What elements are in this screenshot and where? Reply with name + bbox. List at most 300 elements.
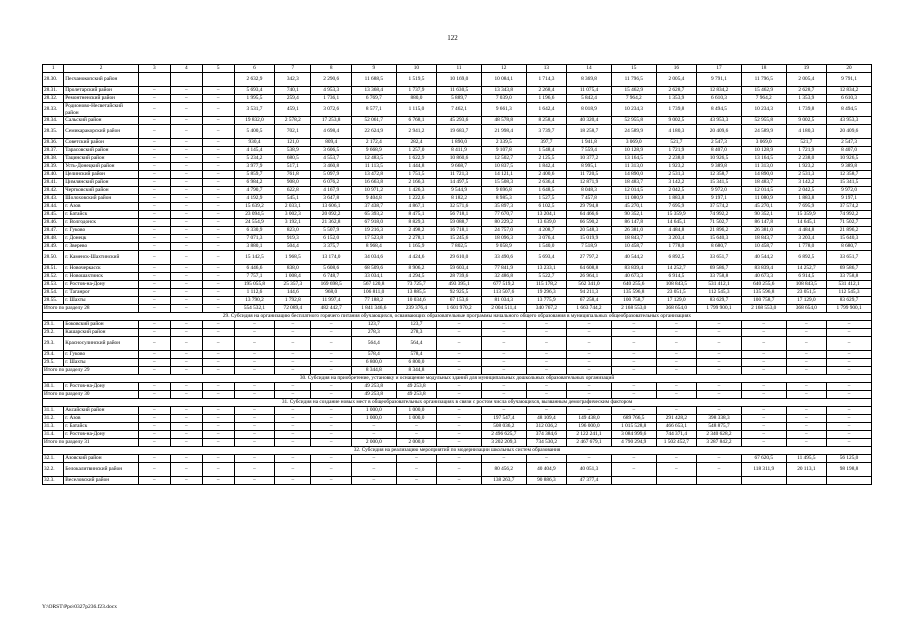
value-cell: – xyxy=(656,463,696,477)
value-cell: – xyxy=(202,463,234,477)
value-cell: – xyxy=(202,359,234,367)
value-cell: – xyxy=(170,337,202,351)
value-cell: 2 122 241,1 xyxy=(567,431,612,439)
municipality-name: г. Батайск xyxy=(64,211,139,219)
table-row xyxy=(43,407,872,415)
value-cell: 83 839,4 xyxy=(611,265,656,273)
value-cell: – xyxy=(275,351,311,359)
value-cell: 113 507,6 xyxy=(481,289,526,297)
total-value: – xyxy=(170,367,202,375)
value-cell: 1 426,3 xyxy=(396,187,436,195)
value-cell: – xyxy=(202,227,234,235)
value-cell: 45 270,1 xyxy=(741,203,786,211)
value-cell: 3 072,6 xyxy=(311,103,351,117)
value-cell: 567 120,8 xyxy=(351,281,396,289)
value-cell: – xyxy=(170,187,202,195)
row-code: 32.1. xyxy=(43,455,64,463)
row-code: 28.54. xyxy=(43,289,64,297)
value-cell: – xyxy=(656,407,696,415)
table-row xyxy=(43,383,872,391)
value-cell: 2 628,7 xyxy=(786,87,826,95)
value-cell: 14 890,0 xyxy=(741,171,786,179)
value-cell: 40 673,3 xyxy=(741,273,786,281)
value-cell: – xyxy=(311,463,351,477)
row-code: 29.5. xyxy=(43,359,64,367)
value-cell: – xyxy=(138,243,170,251)
total-value: 3 202 209,3 xyxy=(481,439,526,447)
value-cell: – xyxy=(741,415,786,423)
value-cell: 7 559,4 xyxy=(567,147,612,155)
budget-table-sheet xyxy=(42,64,872,485)
value-cell: – xyxy=(138,87,170,95)
row-code: 28.36. xyxy=(43,139,64,147)
value-cell: 1 737,9 xyxy=(396,87,436,95)
row-code: 31.2. xyxy=(43,415,64,423)
value-cell: – xyxy=(656,351,696,359)
value-cell: 24 757,0 xyxy=(481,227,526,235)
value-cell: 2 005,4 xyxy=(786,73,826,87)
row-code: 28.55. xyxy=(43,297,64,305)
value-cell: 4 867,1 xyxy=(396,203,436,211)
total-value: – xyxy=(170,391,202,399)
total-value: 2 000,0 xyxy=(351,439,396,447)
value-cell: 18 843,7 xyxy=(741,235,786,243)
value-cell: – xyxy=(481,383,526,391)
value-cell: 23 051,5 xyxy=(786,289,826,297)
value-cell: – xyxy=(138,431,170,439)
value-cell xyxy=(170,73,202,87)
table-row xyxy=(43,415,872,423)
value-cell: 640 255,6 xyxy=(741,281,786,289)
value-cell: 20 409,6 xyxy=(827,125,872,139)
value-cell: – xyxy=(275,463,311,477)
value-cell: – xyxy=(741,321,786,329)
value-cell: 809,4 xyxy=(311,139,351,147)
row-code: 29.1. xyxy=(43,321,64,329)
value-cell: 10 837,5 xyxy=(481,163,526,171)
value-cell: 1 995,5 xyxy=(234,95,274,103)
page-number: 122 xyxy=(447,34,458,42)
value-cell: 640 255,6 xyxy=(611,281,656,289)
value-cell: – xyxy=(697,407,742,415)
value-cell: – xyxy=(170,117,202,125)
value-cell: – xyxy=(437,415,482,423)
value-cell: 67 153,6 xyxy=(437,297,482,305)
value-cell: 1 519,5 xyxy=(396,73,436,87)
value-cell: – xyxy=(311,431,351,439)
value-cell: – xyxy=(202,407,234,415)
value-cell: 397,7 xyxy=(526,139,566,147)
value-cell: 33 034,1 xyxy=(351,273,396,281)
value-cell: 83 629,7 xyxy=(827,297,872,305)
value-cell: 1 739,8 xyxy=(786,103,826,117)
value-cell: 1 736,1 xyxy=(311,95,351,103)
value-cell: – xyxy=(827,337,872,351)
value-cell: 4 484,8 xyxy=(656,227,696,235)
value-cell: – xyxy=(311,455,351,463)
row-code: 30.1. xyxy=(43,383,64,391)
value-cell: – xyxy=(526,329,566,337)
total-value: – xyxy=(275,439,311,447)
value-cell: 13 204,1 xyxy=(526,211,566,219)
value-cell xyxy=(827,477,872,485)
municipality-name: Пролетарский район xyxy=(64,87,139,95)
total-value: – xyxy=(827,391,872,399)
value-cell: 1 883,8 xyxy=(786,195,826,203)
column-header: 5 xyxy=(202,65,234,73)
municipality-name: Чертковский район xyxy=(64,187,139,195)
value-cell: – xyxy=(481,455,526,463)
value-cell: – xyxy=(202,321,234,329)
value-cell: 7 518,9 xyxy=(567,243,612,251)
value-cell: 9 389,8 xyxy=(697,163,742,171)
value-cell: – xyxy=(234,431,274,439)
value-cell: 8 258,4 xyxy=(526,117,566,125)
value-cell: 278,3 xyxy=(351,329,396,337)
value-cell: 2 941,2 xyxy=(396,125,436,139)
total-value: 368 654,0 xyxy=(656,305,696,313)
value-cell: – xyxy=(526,383,566,391)
value-cell: – xyxy=(170,383,202,391)
total-value: – xyxy=(234,391,274,399)
value-cell: 8 985,3 xyxy=(481,195,526,203)
total-label: Итого по разделу 29 xyxy=(43,367,139,375)
value-cell: 66 590,2 xyxy=(567,219,612,227)
value-cell: 13 606,1 xyxy=(311,203,351,211)
value-cell: – xyxy=(170,171,202,179)
total-value: 1 502 452,7 xyxy=(656,439,696,447)
value-cell: – xyxy=(741,423,786,431)
value-cell: – xyxy=(567,329,612,337)
total-value: – xyxy=(611,391,656,399)
value-cell: – xyxy=(697,351,742,359)
municipality-name: Советский район xyxy=(64,139,139,147)
value-cell: – xyxy=(234,321,274,329)
value-cell: 5 693,4 xyxy=(234,87,274,95)
column-header: 12 xyxy=(481,65,526,73)
value-cell: – xyxy=(138,423,170,431)
value-cell: 11 997,4 xyxy=(311,297,351,305)
value-cell: 33 651,7 xyxy=(827,251,872,265)
value-cell: – xyxy=(234,329,274,337)
value-cell: 52 955,8 xyxy=(611,117,656,125)
value-cell: 15 341,5 xyxy=(697,179,742,187)
value-cell: 2 278,1 xyxy=(396,235,436,243)
value-cell: – xyxy=(138,155,170,163)
municipality-name: г. Ростов-на-Дону xyxy=(64,431,139,439)
value-cell: 8 995,1 xyxy=(567,163,612,171)
value-cell: – xyxy=(202,281,234,289)
section-title-row xyxy=(43,313,872,321)
value-cell: 1 000,0 xyxy=(351,415,396,423)
value-cell: – xyxy=(611,359,656,367)
value-cell: 74 992,2 xyxy=(697,211,742,219)
value-cell: 5 859,7 xyxy=(234,171,274,179)
value-cell: 761,8 xyxy=(275,171,311,179)
value-cell: 6 914,5 xyxy=(786,273,826,281)
total-value: – xyxy=(170,439,202,447)
value-cell: 1 548,4 xyxy=(526,147,566,155)
value-cell: 2 125,5 xyxy=(526,155,566,163)
column-header: 17 xyxy=(697,65,742,73)
total-value: – xyxy=(311,367,351,375)
value-cell: – xyxy=(202,415,234,423)
value-cell: – xyxy=(275,359,311,367)
value-cell: 15 341,5 xyxy=(827,179,872,187)
value-cell: – xyxy=(827,423,872,431)
value-cell: – xyxy=(202,289,234,297)
total-value: – xyxy=(234,439,274,447)
value-cell: 8 680,7 xyxy=(827,243,872,251)
value-cell: 32 571,6 xyxy=(437,203,482,211)
value-cell: 740,1 xyxy=(275,87,311,95)
value-cell: 18 483,7 xyxy=(611,179,656,187)
value-cell: 1 739,8 xyxy=(656,103,696,117)
value-cell: – xyxy=(170,155,202,163)
value-cell xyxy=(786,477,826,485)
value-cell: 3 069,0 xyxy=(611,139,656,147)
value-cell: – xyxy=(526,321,566,329)
value-cell: – xyxy=(202,139,234,147)
column-header: 14 xyxy=(567,65,612,73)
value-cell: 9 972,0 xyxy=(697,187,742,195)
column-number-header-row xyxy=(43,65,872,73)
value-cell: 20 092,2 xyxy=(311,211,351,219)
value-cell: 6 800,0 xyxy=(351,359,396,367)
value-cell: 6 892,5 xyxy=(786,251,826,265)
value-cell: – xyxy=(138,219,170,227)
total-value: – xyxy=(138,305,170,313)
municipality-name: г. Зверево xyxy=(64,243,139,251)
value-cell: – xyxy=(138,195,170,203)
value-cell: – xyxy=(656,329,696,337)
value-cell: – xyxy=(138,455,170,463)
value-cell: – xyxy=(697,321,742,329)
value-cell: – xyxy=(138,187,170,195)
value-cell: – xyxy=(202,203,234,211)
value-cell: – xyxy=(202,179,234,187)
value-cell: 12 834,2 xyxy=(827,87,872,95)
value-cell: 19 832,0 xyxy=(234,117,274,125)
value-cell: 59 603,4 xyxy=(437,265,482,273)
value-cell: 15 019,9 xyxy=(567,235,612,243)
value-cell: 98 198,8 xyxy=(827,463,872,477)
row-code: 28.31. xyxy=(43,87,64,95)
value-cell: 20 113,1 xyxy=(786,463,826,477)
value-cell: 77 841,9 xyxy=(481,265,526,273)
value-cell: 18 483,7 xyxy=(741,179,786,187)
value-cell: 68 509,6 xyxy=(351,265,396,273)
column-header: 6 xyxy=(234,65,274,73)
municipality-name: г. Азов xyxy=(64,203,139,211)
value-cell: 6 892,5 xyxy=(656,251,696,265)
table-row xyxy=(43,243,872,251)
value-cell: – xyxy=(786,351,826,359)
value-cell: 17 129,0 xyxy=(786,297,826,305)
value-cell: 81 034,3 xyxy=(481,297,526,305)
column-header: 19 xyxy=(786,65,826,73)
table-row xyxy=(43,321,872,329)
value-cell: – xyxy=(202,337,234,351)
value-cell: – xyxy=(656,321,696,329)
value-cell: 7 802,5 xyxy=(437,243,482,251)
value-cell: 56 125,0 xyxy=(827,455,872,463)
value-cell: 1 923,2 xyxy=(786,163,826,171)
value-cell: – xyxy=(202,273,234,281)
value-cell: – xyxy=(170,423,202,431)
row-code: 28.49. xyxy=(43,243,64,251)
value-cell: 689 766,5 xyxy=(611,415,656,423)
value-cell: 20 548,3 xyxy=(567,227,612,235)
value-cell: – xyxy=(567,455,612,463)
value-cell: – xyxy=(611,455,656,463)
value-cell: – xyxy=(275,337,311,351)
value-cell: 4 553,7 xyxy=(311,155,351,163)
value-cell: 69 586,7 xyxy=(697,265,742,273)
value-cell: 11 721,3 xyxy=(437,171,482,179)
row-code: 28.32. xyxy=(43,95,64,103)
value-cell: 11 796,5 xyxy=(741,73,786,87)
value-cell: 2 400,6 xyxy=(526,171,566,179)
row-code: 28.30. xyxy=(43,73,64,87)
value-cell: 1 540,0 xyxy=(526,243,566,251)
value-cell: 13 775,9 xyxy=(526,297,566,305)
total-value: 1 799 900,1 xyxy=(697,305,742,313)
value-cell: – xyxy=(234,407,274,415)
value-cell: – xyxy=(170,251,202,265)
value-cell: 7 964,2 xyxy=(611,95,656,103)
value-cell: 2 636,4 xyxy=(526,179,566,187)
value-cell: – xyxy=(437,477,482,485)
value-cell: 65 393,2 xyxy=(351,211,396,219)
value-cell: 15 462,9 xyxy=(611,87,656,95)
value-cell: – xyxy=(202,251,234,265)
value-cell: 11 688,5 xyxy=(351,73,396,87)
value-cell: – xyxy=(234,463,274,477)
table-row xyxy=(43,359,872,367)
value-cell: 37 438,7 xyxy=(351,203,396,211)
value-cell: 4 208,7 xyxy=(526,227,566,235)
value-cell: 43 953,3 xyxy=(697,117,742,125)
value-cell: 2 632,9 xyxy=(234,73,274,87)
value-cell: 4 180,3 xyxy=(656,125,696,139)
value-cell: – xyxy=(526,337,566,351)
value-cell: 10 458,7 xyxy=(611,243,656,251)
value-cell: 123,7 xyxy=(351,321,396,329)
value-cell: 6 152,0 xyxy=(311,235,351,243)
value-cell: 1 527,5 xyxy=(526,195,566,203)
value-cell: 80 229,2 xyxy=(481,219,526,227)
value-cell: 12 358,7 xyxy=(697,171,742,179)
total-value: 554 532,1 xyxy=(234,305,274,313)
value-cell: 1 622,9 xyxy=(396,155,436,163)
value-cell: 13 368,4 xyxy=(351,87,396,95)
value-cell: 13 174,0 xyxy=(311,251,351,265)
total-value: 72 089,4 xyxy=(275,305,311,313)
municipality-name: Цимлянский район xyxy=(64,179,139,187)
value-cell: 86 147,8 xyxy=(741,219,786,227)
value-cell: – xyxy=(827,415,872,423)
value-cell: – xyxy=(170,463,202,477)
value-cell: – xyxy=(202,171,234,179)
value-cell: – xyxy=(396,477,436,485)
value-cell xyxy=(138,73,170,87)
value-cell: 3 084 999,6 xyxy=(611,431,656,439)
row-code: 28.52. xyxy=(43,273,64,281)
value-cell: – xyxy=(481,329,526,337)
value-cell: 1 751,5 xyxy=(396,171,436,179)
value-cell: 291 428,2 xyxy=(656,415,696,423)
value-cell: – xyxy=(481,321,526,329)
table-row xyxy=(43,219,872,227)
value-cell: 7 039,0 xyxy=(481,95,526,103)
total-value: 4 790 294,9 xyxy=(611,439,656,447)
value-cell: 504,4 xyxy=(275,243,311,251)
value-cell: 2 033,1 xyxy=(275,203,311,211)
column-header: 11 xyxy=(437,65,482,73)
value-cell: – xyxy=(697,463,742,477)
value-cell: 12 834,2 xyxy=(697,87,742,95)
value-cell: – xyxy=(827,321,872,329)
value-cell: – xyxy=(311,477,351,485)
value-cell: 9 058,9 xyxy=(481,243,526,251)
total-value: 734 530,2 xyxy=(526,439,566,447)
value-cell: – xyxy=(526,359,566,367)
value-cell: 3 076,4 xyxy=(526,235,566,243)
value-cell: – xyxy=(741,431,786,439)
value-cell: 13 639,0 xyxy=(526,219,566,227)
value-cell: 11 630,5 xyxy=(437,87,482,95)
value-cell: – xyxy=(396,463,436,477)
value-cell: – xyxy=(234,351,274,359)
value-cell: – xyxy=(170,351,202,359)
value-cell: 9 107,8 xyxy=(481,147,526,155)
value-cell: 7 964,2 xyxy=(741,95,786,103)
total-label: Итого по разделу 28 xyxy=(43,305,139,313)
value-cell: 11 796,5 xyxy=(611,73,656,87)
value-cell: 7 695,9 xyxy=(656,203,696,211)
value-cell: 48 109,4 xyxy=(526,415,566,423)
total-value: – xyxy=(138,367,170,375)
value-cell: 197 547,4 xyxy=(481,415,526,423)
municipality-name: г. Шахты xyxy=(64,359,139,367)
value-cell: 10 860,6 xyxy=(437,155,482,163)
value-cell: 1 792,8 xyxy=(275,297,311,305)
value-cell: – xyxy=(202,351,234,359)
value-cell: – xyxy=(697,359,742,367)
value-cell: 73 725,7 xyxy=(396,281,436,289)
value-cell: 9 661,3 xyxy=(481,103,526,117)
value-cell: 15 245,6 xyxy=(437,235,482,243)
value-cell: – xyxy=(611,321,656,329)
value-cell: 115 178,2 xyxy=(526,281,566,289)
value-cell: – xyxy=(202,163,234,171)
value-cell: – xyxy=(202,455,234,463)
value-cell: – xyxy=(567,407,612,415)
value-cell: – xyxy=(202,235,234,243)
value-cell: 11 495,5 xyxy=(786,455,826,463)
row-code: 28.37. xyxy=(43,147,64,155)
value-cell: 9 696,8 xyxy=(481,187,526,195)
value-cell: – xyxy=(202,383,234,391)
value-cell: 8 182,2 xyxy=(437,195,482,203)
value-cell: 56 718,1 xyxy=(437,211,482,219)
value-cell: 2 042,5 xyxy=(656,187,696,195)
total-value: – xyxy=(437,367,482,375)
value-cell: – xyxy=(170,281,202,289)
value-cell: 3 142,2 xyxy=(786,179,826,187)
value-cell: 13 885,5 xyxy=(396,289,436,297)
